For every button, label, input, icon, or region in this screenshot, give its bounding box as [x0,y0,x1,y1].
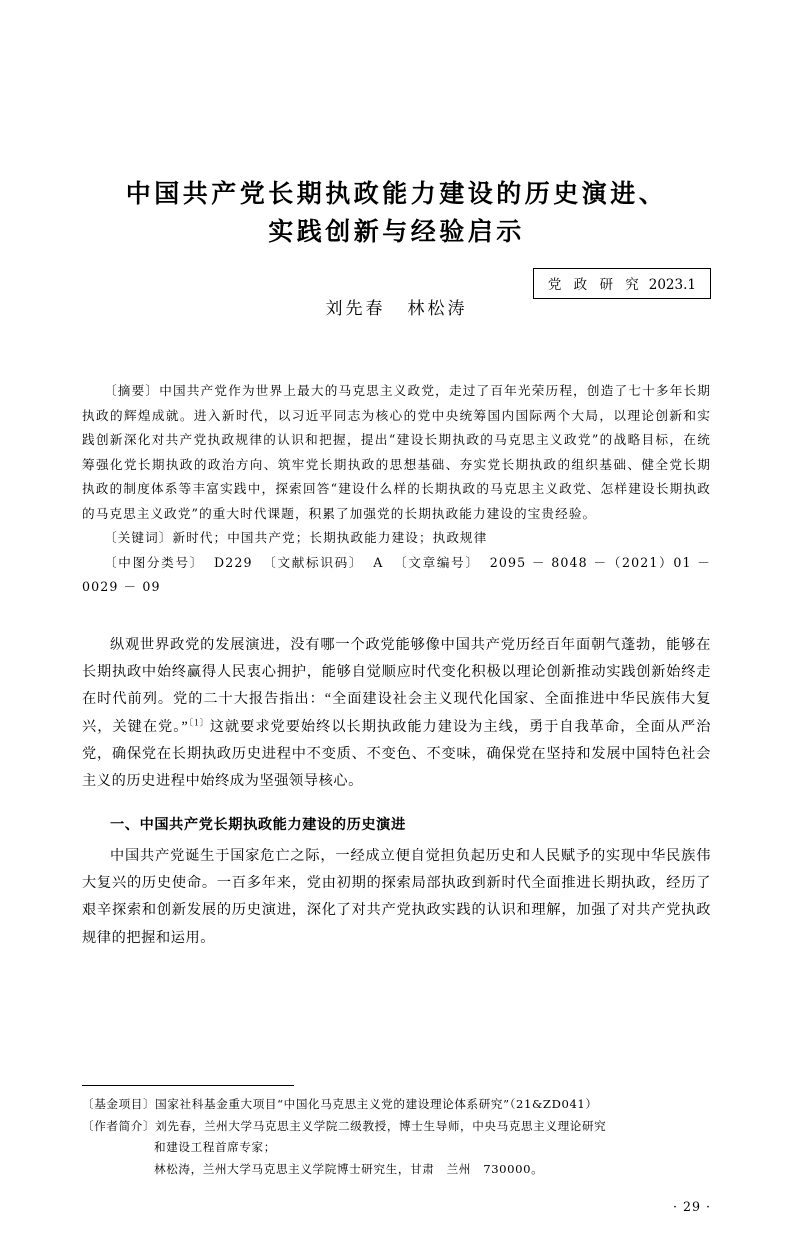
keywords-text: 新时代；中国共产党；长期执政能力建设；执政规律 [172,530,488,546]
article-id-label: 〔文章编号〕 [393,554,480,570]
fund-text: 国家社科基金重大项目“中国化马克思主义党的建设理论体系研究”（21&ZD041） [155,1097,598,1112]
abstract-section [82,379,711,600]
fund-label: 〔基金项目〕 [82,1097,156,1112]
footnote-fund [82,1094,711,1115]
paragraph-1-text: 纵观世界政党的发展演进，没有哪一个政党能够像中国共产党历经百年面朝气蓬勃，能够在长期执政中始终赢得人民衷心拥护，能够自觉顺应时代变化积极以理论创新推动实践创新始终走在时代前列。党的二十大报告指出：“全面建设社会主义现代化国家、全面推进中华民族伟大复兴，关键在党。” [82,636,711,735]
doc-type-value: A [373,554,384,570]
abstract-paragraph [82,379,711,526]
footnote-author-1-continuation: 和建设工程首席专家； [154,1140,276,1155]
document-page [0,175,793,1252]
classification-label: 〔中图分类号〕 [104,554,205,570]
body-paragraph-1 [82,632,711,796]
title-line-2: 实践创新与经验启示 [268,216,525,246]
journal-header [533,268,711,299]
author-bio-label: 〔作者简介〕 [82,1118,156,1133]
abstract-text: 中国共产党作为世界上最大的马克思主义政党，走过了百年光荣历程，创造了七十多年长期执政的辉煌成就。进入新时代，以习近平同志为核心的党中央统筹国内国际两个大局，以理论创新和实践创新深化对共产党执政规律的认识和把握，提出“建设长期执政的马克思主义政党”的战略目标，在统筹强化党长期执政的政治方向、筑牢党长期执政的思想基础、夯实党长期执政的组织基础、健全党长期执政的制度体系等丰富实践中，探索回答“建设什么样的长期执政的马克思主义政党、怎样建设长期执政的马克思主义政党”的重大时代课题，积累了加强党的长期执政能力建设的宝贵经验。 [82,383,712,521]
keywords-paragraph [82,526,711,551]
body-paragraph-2: 中国共产党诞生于国家危亡之际，一经成立便自觉担负起历史和人民赋予的实现中华民族伟大复兴的历史使命。一百多年来，党由初期的探索局部执政到新时代全面推进长期执政，经历了艰辛探索和创新发展的历史演进，深化了对共产党执政实践的认识和理解，加强了对共产党执政规律的把握和运用。 [82,847,711,946]
page-title [82,175,711,250]
section-heading-1: 一、中国共产党长期执政能力建设的历史演进 [110,816,406,833]
body-content [82,632,711,952]
classification-value: D229 [214,554,253,570]
title-line-1: 中国共产党长期执政能力建设的历史演进、 [125,179,668,208]
classification-paragraph [82,551,711,600]
citation-marker: 〔1〕 [188,716,210,727]
journal-name: 党 政 研 究 [547,277,643,293]
page-number: · 29 · [672,1199,711,1214]
footnote-author [82,1116,711,1137]
author-name-2: 林松涛 [407,299,468,319]
footnotes-section [82,1085,711,1180]
doc-type-label: 〔文献标识码〕 [262,554,364,570]
paragraph-1-continuation: 这就要求党要始终以长期执政能力建设为主线，勇于自我革命，全面从严治党，确保党在长期执政历史进程中不变质、不变色、不变味，确保党在坚持和发展中国特色社会主义的历史进程中始终成为坚强领导核心。 [82,718,711,790]
author-name-1: 刘先春 [325,299,386,319]
article-id-value: 2095 － 8048 －（2021）01 － 0029 － 09 [82,554,711,595]
footnote-divider [82,1085,294,1086]
abstract-label: 〔摘要〕 [104,383,160,398]
footnote-author-2: 林松涛，兰州大学马克思主义学院博士研究生，甘肃 兰州 730000。 [154,1161,544,1176]
journal-issue: 2023.1 [648,277,696,293]
author-bio-1: 刘先春，兰州大学马克思主义学院二级教授，博士生导师，中央马克思主义理论研究 [155,1118,607,1133]
keywords-label: 〔关键词〕 [104,530,173,546]
